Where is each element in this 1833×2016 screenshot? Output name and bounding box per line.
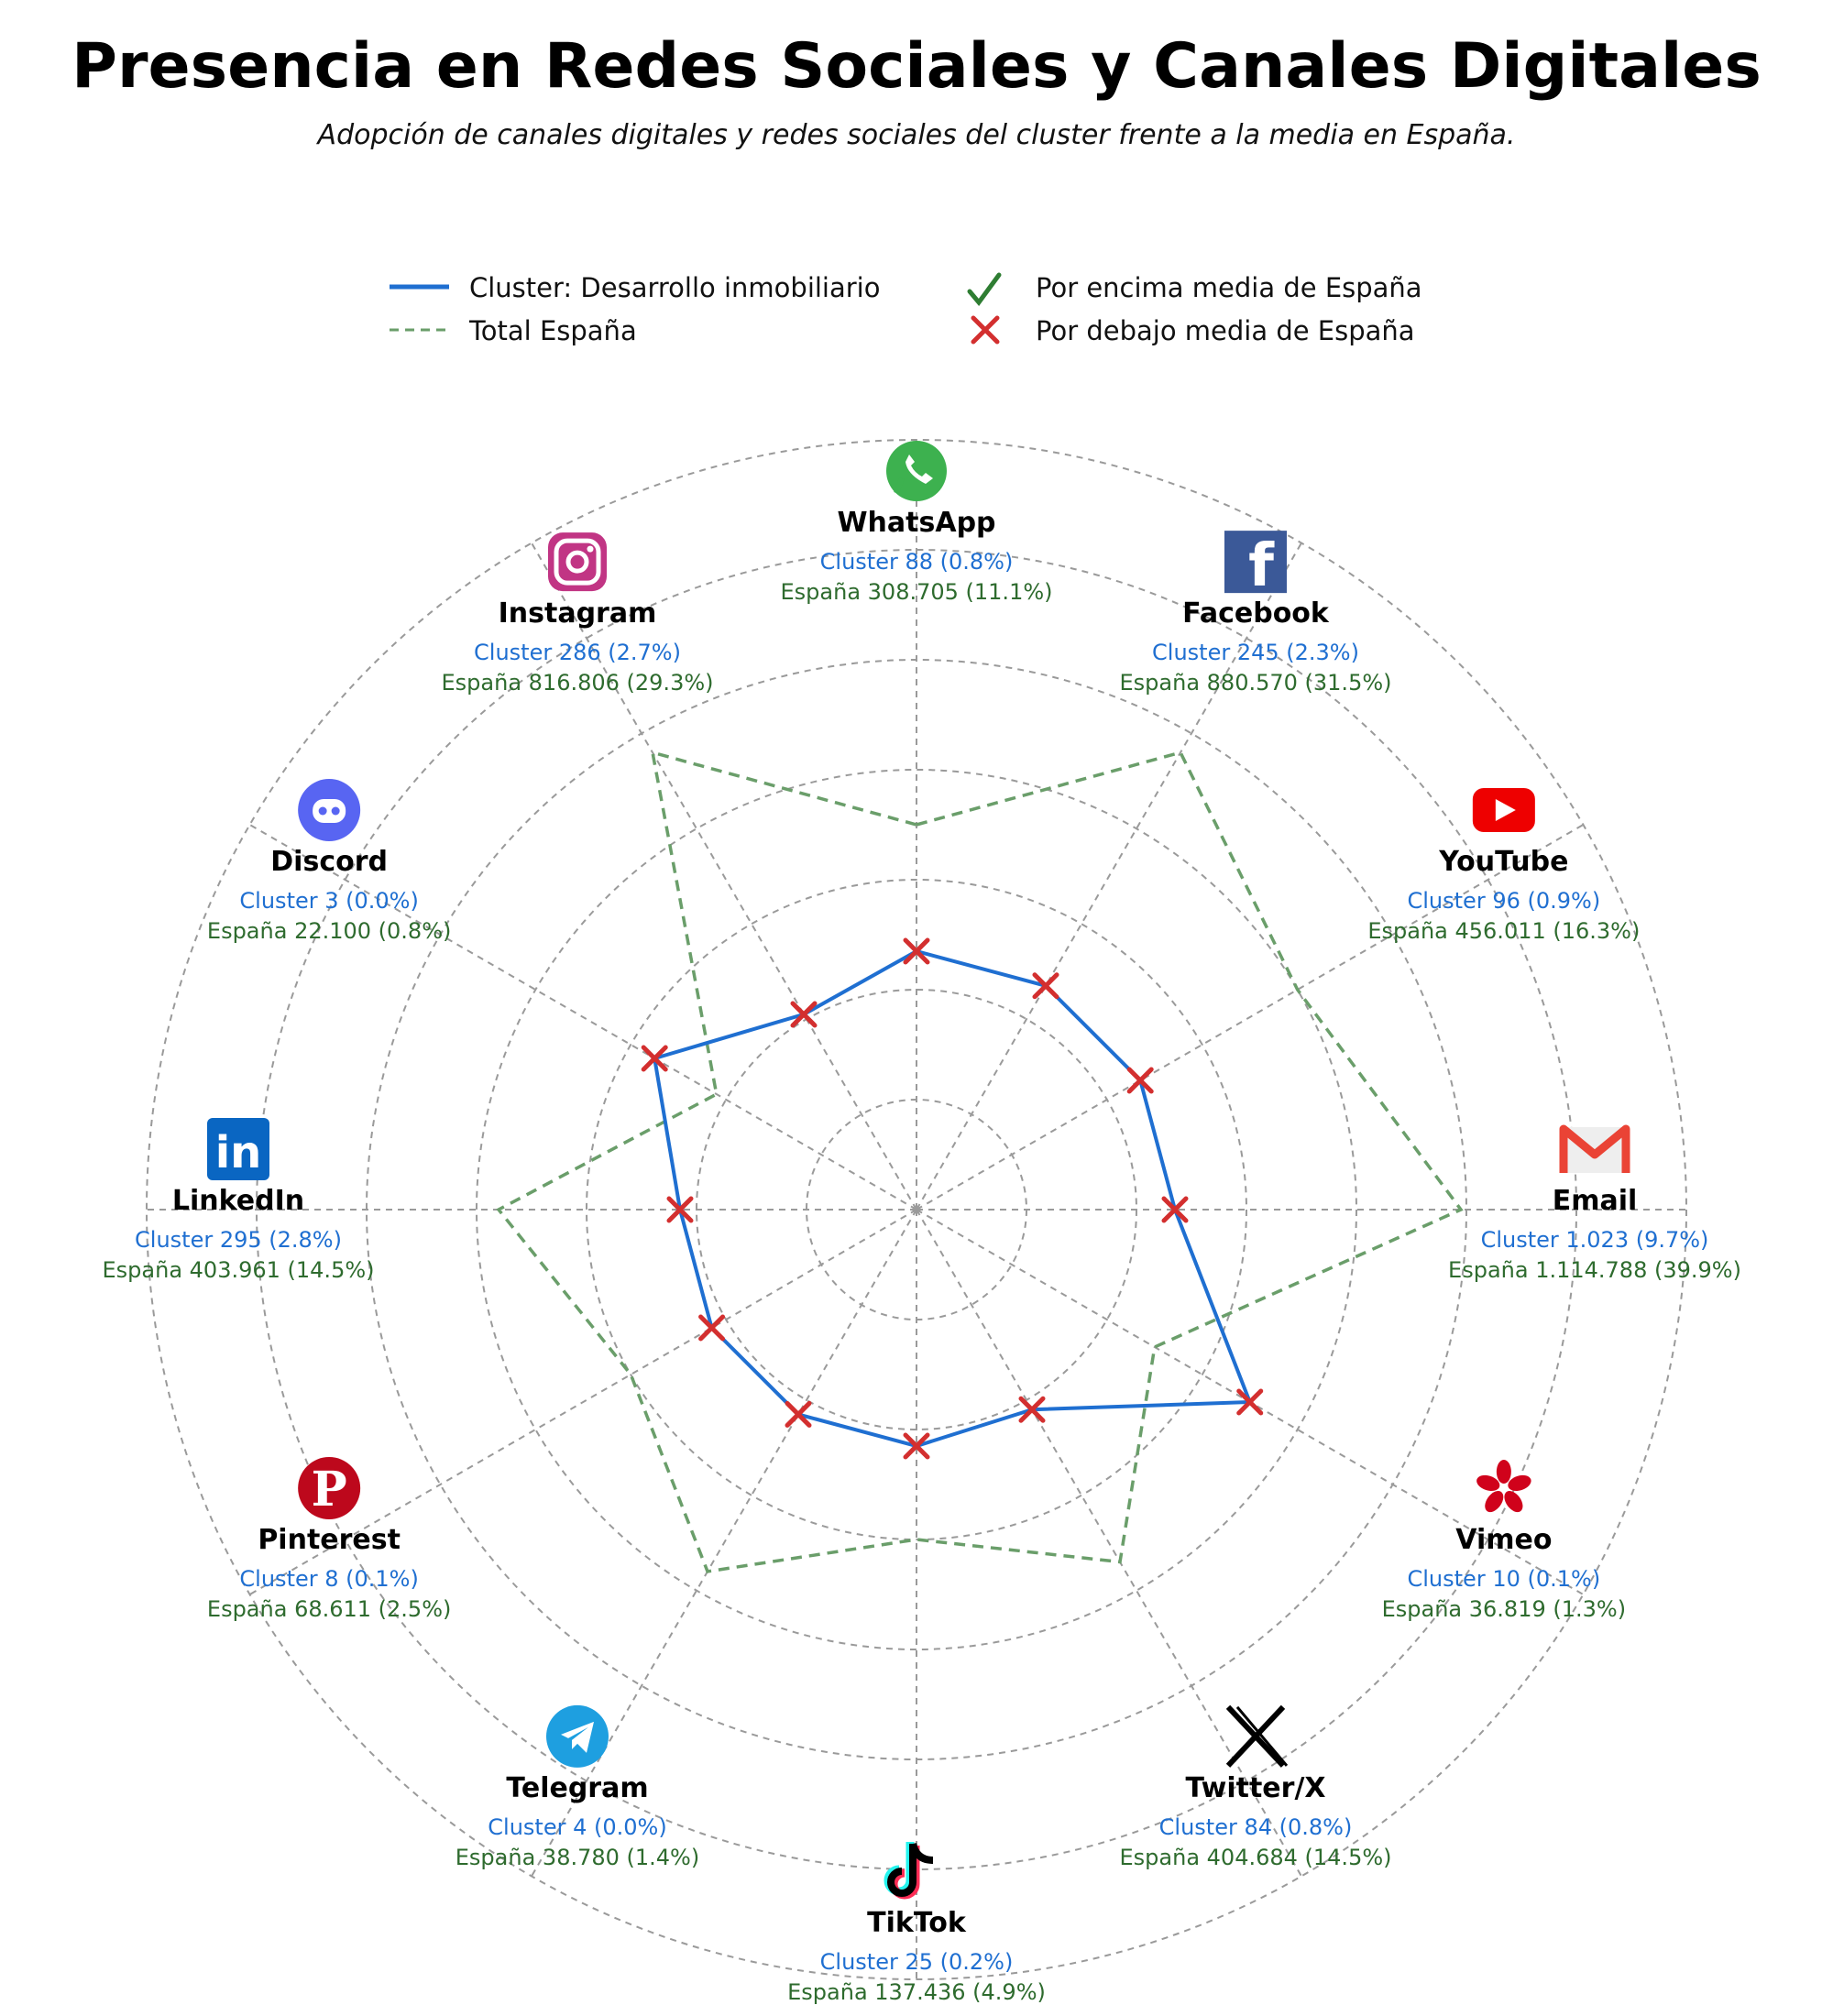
legend-above-label: Por encima media de España: [1036, 272, 1422, 303]
legend-espana-label: Total España: [469, 315, 637, 346]
category-name-vimeo: Vimeo: [1455, 1524, 1553, 1556]
category-discord: [207, 779, 451, 944]
category-name-pinterest: Pinterest: [258, 1524, 401, 1556]
category-name-email: Email: [1552, 1185, 1638, 1217]
telegram-icon: [546, 1705, 609, 1768]
chart-title: Presencia en Redes Sociales y Canales Digitales: [71, 30, 1762, 103]
cluster-value-telegram: Cluster 4 (0.0%): [488, 1813, 667, 1840]
category-name-twitter-x: Twitter/X: [1185, 1771, 1326, 1804]
check-icon: [970, 275, 999, 302]
cluster-series-line: [654, 951, 1250, 1446]
linkedin-icon: [207, 1118, 269, 1180]
cluster-value-email: Cluster 1.023 (9.7%): [1480, 1227, 1709, 1253]
radar-grid: [147, 440, 1686, 1979]
espana-series-line: [499, 752, 1461, 1572]
category-telegram: [456, 1705, 699, 1870]
gmail-icon: [1564, 1127, 1626, 1173]
category-name-whatsapp: WhatsApp: [837, 507, 996, 539]
cluster-point-instagram: [793, 1003, 815, 1025]
category-twitter-x: [1120, 1707, 1392, 1870]
cluster-point-pinterest: [701, 1317, 723, 1339]
espana-value-whatsapp: España 308.705 (11.1%): [780, 579, 1053, 605]
cluster-value-instagram: Cluster 286 (2.7%): [474, 640, 681, 666]
category-tiktok: [787, 1842, 1046, 2005]
cluster-value-facebook: Cluster 245 (2.3%): [1152, 640, 1359, 666]
category-name-linkedin: LinkedIn: [171, 1185, 305, 1217]
cluster-value-linkedin: Cluster 295 (2.8%): [135, 1227, 342, 1253]
category-labels: [103, 441, 1741, 2005]
espana-value-tiktok: España 137.436 (4.9%): [787, 1979, 1046, 2005]
espana-value-instagram: España 816.806 (29.3%): [441, 670, 714, 696]
category-pinterest: [207, 1457, 451, 1622]
cluster-value-tiktok: Cluster 25 (0.2%): [819, 1949, 1014, 1975]
facebook-icon: [1224, 531, 1287, 600]
cluster-value-pinterest: Cluster 8 (0.1%): [239, 1566, 419, 1592]
category-email: [1448, 1127, 1741, 1283]
category-name-telegram: Telegram: [506, 1771, 649, 1804]
whatsapp-icon: [886, 441, 947, 501]
espana-value-discord: España 22.100 (0.8%): [206, 918, 452, 944]
radar-series: [499, 752, 1461, 1572]
svg-text:f: f: [1248, 532, 1274, 601]
espana-value-pinterest: España 68.611 (2.5%): [206, 1596, 452, 1622]
cluster-value-whatsapp: Cluster 88 (0.8%): [819, 549, 1014, 575]
category-name-discord: Discord: [270, 846, 389, 878]
instagram-icon: [548, 532, 607, 591]
category-facebook: [1120, 531, 1392, 696]
category-whatsapp: [781, 441, 1053, 605]
espana-value-linkedin: España 403.961 (14.5%): [102, 1257, 375, 1283]
espana-value-vimeo: España 36.819 (1.3%): [1381, 1596, 1627, 1622]
category-name-instagram: Instagram: [498, 597, 657, 630]
grid-spoke: [916, 825, 1583, 1210]
espana-value-youtube: España 456.011 (16.3%): [1367, 918, 1641, 944]
category-name-tiktok: TikTok: [867, 1907, 966, 1939]
category-youtube: [1367, 788, 1640, 944]
cluster-point-telegram: [787, 1403, 809, 1425]
youtube-icon: [1473, 788, 1535, 832]
cluster-value-twitter-x: Cluster 84 (0.8%): [1158, 1813, 1353, 1840]
espana-value-twitter-x: España 404.684 (14.5%): [1119, 1844, 1392, 1870]
legend: [390, 272, 1422, 346]
svg-text:in: in: [214, 1127, 262, 1178]
cross-icon: [973, 318, 997, 342]
svg-text:P: P: [311, 1462, 347, 1517]
category-name-youtube: YouTube: [1439, 846, 1569, 878]
espana-value-telegram: España 38.780 (1.4%): [455, 1844, 700, 1870]
chart-subtitle: Adopción de canales digitales y redes sociales del cluster frente a la media en España.: [317, 119, 1516, 151]
category-instagram: [442, 532, 714, 696]
espana-value-email: España 1.114.788 (39.9%): [1448, 1257, 1741, 1283]
cluster-value-discord: Cluster 3 (0.0%): [239, 888, 419, 914]
category-name-facebook: Facebook: [1182, 597, 1329, 630]
cluster-value-youtube: Cluster 96 (0.9%): [1407, 888, 1601, 914]
cluster-value-vimeo: Cluster 10 (0.1%): [1407, 1566, 1601, 1592]
category-vimeo: [1382, 1460, 1626, 1622]
cluster-point-facebook: [1035, 975, 1057, 997]
legend-below-label: Por debajo media de España: [1036, 315, 1415, 346]
espana-value-facebook: España 880.570 (31.5%): [1119, 670, 1392, 696]
pinterest-icon: [298, 1457, 360, 1519]
grid-spoke: [250, 825, 916, 1210]
discord-icon: [298, 779, 360, 841]
cluster-point-youtube: [1129, 1069, 1151, 1091]
x-icon: [1228, 1707, 1287, 1766]
category-linkedin: [103, 1118, 375, 1283]
legend-cluster-label: Cluster: Desarrollo inmobiliario: [469, 272, 881, 303]
